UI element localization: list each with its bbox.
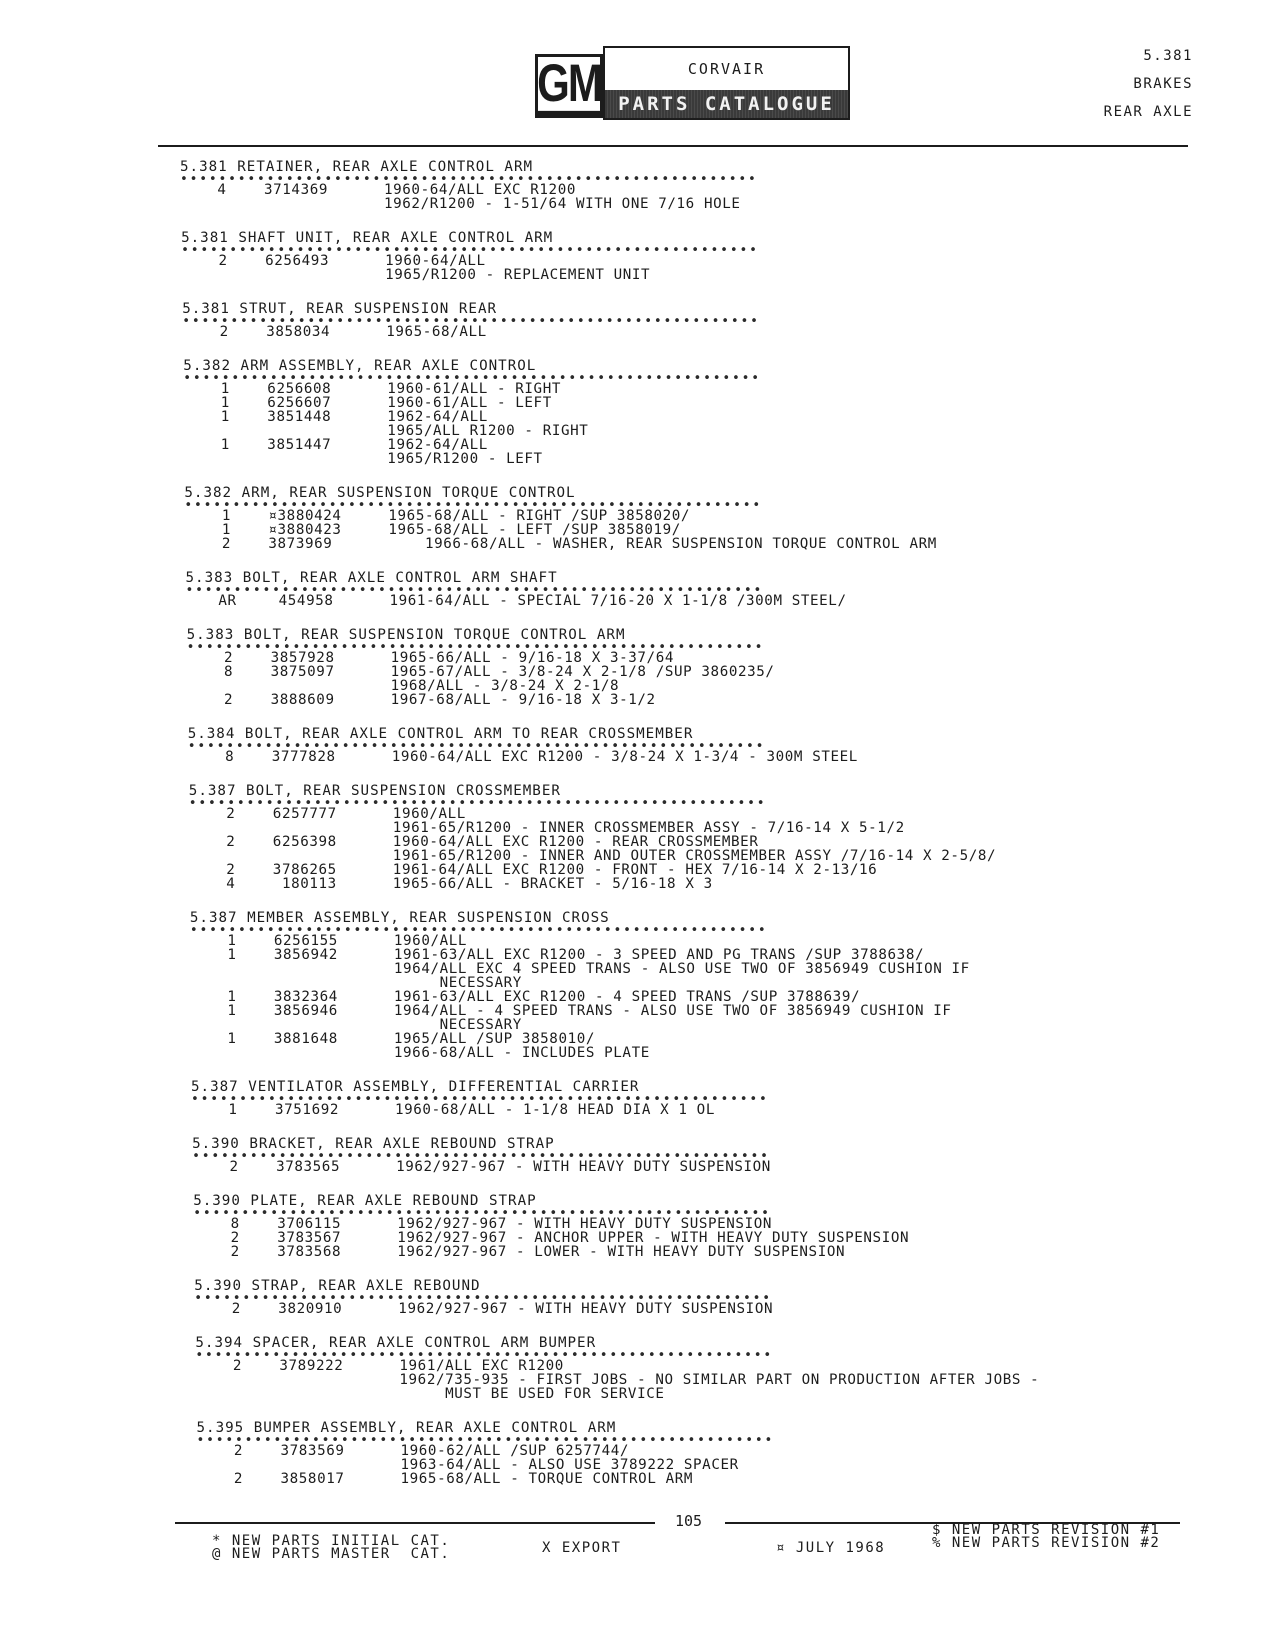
part-description: 1962-64/ALL	[387, 437, 488, 453]
part-number: 454958	[269, 593, 334, 609]
part-row	[189, 821, 1230, 835]
part-row	[190, 934, 1230, 948]
part-quantity: 2	[230, 1230, 240, 1246]
part-quantity: 8	[230, 1216, 240, 1232]
part-quantity	[180, 197, 264, 211]
part-number: 3706115	[277, 1216, 342, 1232]
part-quantity	[183, 452, 267, 466]
part-number: 3888609	[270, 692, 335, 708]
part-row	[183, 438, 1230, 452]
part-quantity: 2	[232, 1358, 242, 1374]
part-quantity: 2	[224, 650, 234, 666]
part-quantity: 1	[221, 508, 231, 524]
part-number: 3873969	[268, 536, 333, 552]
legend-revision-2: % NEW PARTS REVISION #2	[932, 1535, 1161, 1551]
part-row	[190, 1046, 1230, 1060]
part-description: 1962/927-967 - ANCHOR UPPER - WITH HEAVY DUTY SUSPENSION	[397, 1230, 910, 1246]
part-quantity: 1	[220, 381, 230, 397]
part-number: 3783569	[280, 1443, 345, 1459]
part-row	[194, 1302, 1230, 1316]
part-quantity: 1	[227, 989, 237, 1005]
part-number: 3751692	[275, 1102, 339, 1118]
part-description: 1961/ALL EXC R1200	[399, 1358, 564, 1374]
part-description: NECESSARY	[393, 975, 522, 991]
part-description: 1960/ALL	[392, 806, 466, 822]
part-description: 1967-68/ALL - 9/16-18 X 3-1/2	[390, 692, 656, 708]
part-number: 3857928	[270, 650, 335, 666]
part-row	[187, 693, 1230, 707]
part-row	[189, 807, 1230, 821]
catalog-entry	[189, 782, 1230, 891]
catalog-entry	[194, 1277, 1230, 1316]
part-description: 1960-64/ALL EXC R1200 - REAR CROSSMEMBER	[392, 834, 759, 850]
legend-export: X EXPORT	[542, 1540, 622, 1556]
part-number: 6257777	[272, 806, 337, 822]
part-quantity: 1	[228, 1102, 238, 1118]
part-description: 1963-64/ALL - ALSO USE 3789222 SPACER	[400, 1457, 739, 1473]
part-description: 1965/R1200 - REPLACEMENT UNIT	[385, 267, 651, 283]
part-quantity: 2	[219, 324, 229, 340]
leader-dots	[182, 318, 1230, 325]
part-description: 1964/ALL - 4 SPEED TRANS - ALSO USE TWO OF 3856949 CUSHION IF	[393, 1003, 952, 1019]
part-row	[190, 976, 1230, 990]
part-number	[271, 679, 391, 693]
part-row	[180, 197, 1230, 211]
part-row	[183, 396, 1230, 410]
part-row	[193, 1245, 1230, 1259]
entry-title: 5.387 MEMBER ASSEMBLY, REAR SUSPENSION CROSS	[189, 910, 610, 926]
part-quantity: 2	[226, 862, 236, 878]
part-number: 3789222	[279, 1358, 344, 1374]
entry-title: 5.390 STRAP, REAR AXLE REBOUND	[194, 1278, 481, 1294]
part-row	[181, 254, 1230, 268]
part-quantity	[190, 1046, 274, 1060]
part-row	[183, 410, 1230, 424]
part-number: 3858034	[266, 324, 331, 340]
part-number: 6256493	[265, 253, 330, 269]
part-quantity: 2	[231, 1301, 241, 1317]
part-description: 1961-63/ALL EXC R1200 - 4 SPEED TRANS /SUP 3788639/	[393, 989, 861, 1005]
part-description: 1962/R1200 - 1-51/64 WITH ONE 7/16 HOLE	[384, 196, 741, 212]
part-number	[274, 1046, 394, 1060]
page-number: 105	[675, 1512, 703, 1530]
part-number: 3875097	[270, 664, 335, 680]
part-number	[267, 424, 387, 438]
part-row	[190, 948, 1230, 962]
part-row	[183, 424, 1230, 438]
part-quantity: 1	[220, 395, 230, 411]
part-number: 3783565	[276, 1159, 341, 1175]
part-number	[274, 1018, 394, 1032]
part-number	[274, 976, 394, 990]
part-quantity: 2	[226, 806, 236, 822]
part-description: 1966-68/ALL - WASHER, REAR SUSPENSION TORQUE CONTROL ARM	[388, 536, 937, 552]
part-quantity: 2	[229, 1159, 239, 1175]
part-row	[182, 325, 1230, 339]
part-row	[195, 1373, 1230, 1387]
part-row	[190, 1018, 1230, 1032]
legend-revision-1: $ NEW PARTS REVISION #1	[932, 1522, 1161, 1538]
parts-list	[180, 158, 1230, 1504]
part-quantity	[195, 1373, 279, 1387]
part-number	[265, 268, 385, 282]
entry-title: 5.394 SPACER, REAR AXLE CONTROL ARM BUMPER	[195, 1335, 597, 1351]
part-description: 1965-66/ALL - 9/16-18 X 3-37/64	[390, 650, 674, 666]
legend-date: ¤ JULY 1968	[776, 1540, 886, 1556]
part-description: 1965-67/ALL - 3/8-24 X 2-1/8 /SUP 3860235/	[390, 664, 775, 680]
entry-title: 5.381 RETAINER, REAR AXLE CONTROL ARM	[180, 159, 534, 175]
catalog-title-box	[603, 46, 850, 120]
part-number: 3851448	[267, 409, 332, 425]
part-quantity: AR	[218, 593, 237, 609]
leader-dots	[197, 1437, 1231, 1444]
part-quantity: 2	[233, 1443, 244, 1459]
part-description: MUST BE USED FOR SERVICE	[399, 1386, 665, 1402]
part-quantity: 2	[218, 253, 228, 269]
part-quantity: 1	[221, 522, 231, 538]
part-number	[279, 1373, 399, 1387]
entry-title: 5.382 ARM, REAR SUSPENSION TORQUE CONTROL	[184, 485, 576, 501]
part-quantity: 1	[220, 409, 230, 425]
group-label: BRAKES	[1133, 76, 1193, 92]
part-number	[267, 452, 387, 466]
part-number: 3783567	[277, 1230, 342, 1246]
entry-title: 5.387 VENTILATOR ASSEMBLY, DIFFERENTIAL CARRIER	[191, 1079, 640, 1095]
catalog-entry	[186, 569, 1231, 608]
part-description: 1960-61/ALL - LEFT	[387, 395, 552, 411]
part-number: 3783568	[277, 1244, 342, 1260]
catalog-entry	[192, 1135, 1230, 1174]
part-quantity: 2	[224, 692, 234, 708]
part-quantity: 2	[233, 1471, 244, 1487]
catalog-entry	[187, 626, 1230, 707]
part-quantity	[197, 1458, 281, 1472]
part-row	[184, 537, 1230, 551]
part-description: 1965-68/ALL - TORQUE CONTROL ARM	[400, 1471, 694, 1487]
subgroup-label: REAR AXLE	[1103, 104, 1193, 120]
part-number: ¤3880423	[268, 522, 342, 538]
part-description: 1965-68/ALL - RIGHT /SUP 3858020/	[388, 508, 691, 524]
part-quantity	[195, 1387, 279, 1401]
part-row	[181, 268, 1230, 282]
part-description: 1960-68/ALL - 1-1/8 HEAD DIA X 1 OL	[395, 1102, 715, 1118]
part-quantity	[181, 268, 265, 282]
part-quantity	[189, 821, 273, 835]
part-row	[190, 1032, 1230, 1046]
part-row	[189, 877, 1230, 891]
leader-dots	[183, 375, 1230, 382]
part-description: 1965-66/ALL - BRACKET - 5/16-18 X 3	[392, 876, 713, 892]
part-number: 3820910	[278, 1301, 343, 1317]
catalog-entry	[191, 1078, 1230, 1117]
header-rule	[158, 145, 1188, 147]
part-quantity	[189, 849, 273, 863]
part-description: 1960-61/ALL - RIGHT	[387, 381, 561, 397]
leader-dots	[187, 644, 1230, 651]
part-row	[180, 183, 1230, 197]
part-description: 1965/ALL /SUP 3858010/	[393, 1031, 596, 1047]
part-quantity: 2	[226, 834, 236, 850]
part-description: 1965/R1200 - LEFT	[387, 451, 543, 467]
part-number: 6256608	[267, 381, 332, 397]
footer-rule-left	[175, 1522, 655, 1524]
part-quantity: 1	[227, 1031, 237, 1047]
part-quantity: 8	[224, 664, 234, 680]
part-row	[195, 1359, 1230, 1373]
part-row	[193, 1231, 1230, 1245]
leader-dots	[181, 247, 1230, 254]
part-number: 3858017	[280, 1471, 345, 1487]
part-number: 3777828	[271, 749, 336, 765]
part-number: 3786265	[272, 862, 337, 878]
part-row	[187, 651, 1230, 665]
part-number: 3881648	[273, 1031, 338, 1047]
part-number: 3714369	[264, 182, 328, 198]
part-row	[183, 382, 1230, 396]
part-row	[190, 1004, 1230, 1018]
catalog-name: CORVAIR	[687, 60, 766, 78]
part-description: NECESSARY	[393, 1017, 522, 1033]
part-description: 1962/927-967 - LOWER - WITH HEAVY DUTY SUSPENSION	[397, 1244, 846, 1260]
part-row	[191, 1103, 1230, 1117]
legend-new-initial: * NEW PARTS INITIAL CAT.	[212, 1533, 451, 1549]
part-description: 1960-64/ALL EXC R1200	[384, 182, 576, 198]
catalog-entry	[195, 1334, 1230, 1401]
part-quantity	[183, 424, 267, 438]
part-row	[197, 1472, 1231, 1486]
catalog-entry	[180, 158, 1230, 211]
part-row	[189, 835, 1230, 849]
part-description: 1961-64/ALL - SPECIAL 7/16-20 X 1-1/8 /300M STEEL/	[389, 593, 847, 609]
part-description: 1960-64/ALL	[385, 253, 486, 269]
catalog-entry	[183, 357, 1230, 466]
part-quantity	[190, 976, 274, 990]
part-number: ¤3880424	[268, 508, 342, 524]
catalog-banner: PARTS CATALOGUE	[605, 90, 848, 118]
part-description: 1964/ALL EXC 4 SPEED TRANS - ALSO USE TWO OF 3856949 CUSHION IF	[393, 961, 970, 977]
leader-dots	[180, 176, 1230, 183]
part-row	[189, 863, 1230, 877]
part-row	[197, 1458, 1231, 1472]
part-number: 6256398	[272, 834, 337, 850]
part-quantity	[190, 962, 274, 976]
part-description: 1968/ALL - 3/8-24 X 2-1/8	[390, 678, 620, 694]
part-row	[189, 849, 1230, 863]
entry-title: 5.383 BOLT, REAR AXLE CONTROL ARM SHAFT	[185, 570, 558, 586]
part-description: 1960-62/ALL /SUP 6257744/	[400, 1443, 630, 1459]
part-quantity: 1	[220, 437, 230, 453]
leader-dots	[195, 1352, 1230, 1359]
part-description: 1960-64/ALL EXC R1200 - 3/8-24 X 1-3/4 - 300M STEEL	[391, 749, 858, 765]
part-row	[195, 1387, 1230, 1401]
part-number: 6256607	[267, 395, 332, 411]
part-number	[274, 962, 394, 976]
part-number: 3856942	[273, 947, 338, 963]
leader-dots	[190, 927, 1230, 934]
part-row	[187, 665, 1230, 679]
part-quantity: 1	[227, 947, 237, 963]
catalog-entry	[184, 484, 1230, 551]
entry-title: 5.384 BOLT, REAR AXLE CONTROL ARM TO REAR CROSSMEMBER	[187, 726, 694, 742]
part-description: 1962-64/ALL	[387, 409, 488, 425]
part-row	[187, 679, 1230, 693]
entry-title: 5.390 PLATE, REAR AXLE REBOUND STRAP	[193, 1193, 537, 1209]
part-quantity: 4	[217, 182, 227, 198]
part-quantity: 1	[227, 1003, 237, 1019]
part-quantity: 2	[230, 1244, 240, 1260]
part-description: 1966-68/ALL - INCLUDES PLATE	[393, 1045, 650, 1061]
part-description: 1965-68/ALL	[386, 324, 487, 340]
part-number: 180113	[272, 876, 337, 892]
part-row	[197, 1444, 1231, 1458]
gm-logo	[535, 54, 603, 118]
part-quantity: 8	[225, 749, 235, 765]
part-number: 3856946	[273, 1003, 338, 1019]
catalog-entry	[190, 909, 1230, 1060]
catalog-entry	[197, 1419, 1231, 1486]
part-quantity: 4	[226, 876, 236, 892]
leader-dots	[189, 800, 1230, 807]
catalog-entry	[181, 229, 1230, 282]
part-number	[281, 1458, 401, 1472]
part-description: 1961-63/ALL EXC R1200 - 3 SPEED AND PG TRANS /SUP 3788638/	[393, 947, 925, 963]
part-description: 1965/ALL R1200 - RIGHT	[387, 423, 589, 439]
legend-new-master: @ NEW PARTS MASTER CAT.	[212, 1546, 451, 1562]
entry-title: 5.387 BOLT, REAR SUSPENSION CROSSMEMBER	[188, 783, 561, 799]
entry-title: 5.381 STRUT, REAR SUSPENSION REAR	[182, 301, 498, 317]
part-row	[184, 509, 1230, 523]
catalog-entry	[182, 300, 1230, 339]
gm-logo-text: GM	[537, 57, 601, 116]
catalog-entry	[193, 1192, 1230, 1259]
part-row	[192, 1160, 1230, 1174]
part-row	[188, 750, 1230, 764]
part-number	[264, 197, 384, 211]
part-row	[190, 990, 1230, 1004]
part-quantity: 2	[221, 536, 231, 552]
part-description: 1961-65/R1200 - INNER AND OUTER CROSSMEMBER ASSY /7/16-14 X 2-5/8/	[392, 848, 997, 864]
part-number	[273, 821, 393, 835]
entry-title: 5.383 BOLT, REAR SUSPENSION TORQUE CONTROL ARM	[186, 627, 626, 643]
part-number: 3832364	[273, 989, 338, 1005]
part-number: 3851447	[267, 437, 332, 453]
part-row	[186, 594, 1231, 608]
part-number	[279, 1387, 399, 1401]
entry-title: 5.382 ARM ASSEMBLY, REAR AXLE CONTROL	[183, 358, 537, 374]
entry-title: 5.390 BRACKET, REAR AXLE REBOUND STRAP	[192, 1136, 555, 1152]
part-description: 1960/ALL	[393, 933, 468, 949]
part-description: 1962/927-967 - WITH HEAVY DUTY SUSPENSION	[398, 1301, 774, 1317]
entry-title: 5.381 SHAFT UNIT, REAR AXLE CONTROL ARM	[181, 230, 554, 246]
part-quantity: 1	[227, 933, 237, 949]
part-description: 1962/927-967 - WITH HEAVY DUTY SUSPENSION	[396, 1159, 771, 1175]
section-number: 5.381	[1143, 48, 1193, 64]
part-description: 1962/927-967 - WITH HEAVY DUTY SUSPENSION	[397, 1216, 772, 1232]
part-row	[184, 523, 1230, 537]
part-row	[190, 962, 1230, 976]
part-row	[193, 1217, 1230, 1231]
part-quantity	[190, 1018, 274, 1032]
catalog-entry	[188, 725, 1230, 764]
part-row	[183, 452, 1230, 466]
part-number: 6256155	[273, 933, 338, 949]
part-description: 1962/735-935 - FIRST JOBS - NO SIMILAR PART ON PRODUCTION AFTER JOBS -	[399, 1372, 1040, 1388]
part-description: 1961-64/ALL EXC R1200 - FRONT - HEX 7/16-14 X 2-13/16	[392, 862, 878, 878]
part-description: 1961-65/R1200 - INNER CROSSMEMBER ASSY - 7/16-14 X 5-1/2	[392, 820, 905, 836]
entry-title: 5.395 BUMPER ASSEMBLY, REAR AXLE CONTROL ARM	[196, 1420, 617, 1436]
part-description: 1965-68/ALL - LEFT /SUP 3858019/	[388, 522, 681, 538]
part-number	[273, 849, 393, 863]
part-quantity	[187, 679, 271, 693]
